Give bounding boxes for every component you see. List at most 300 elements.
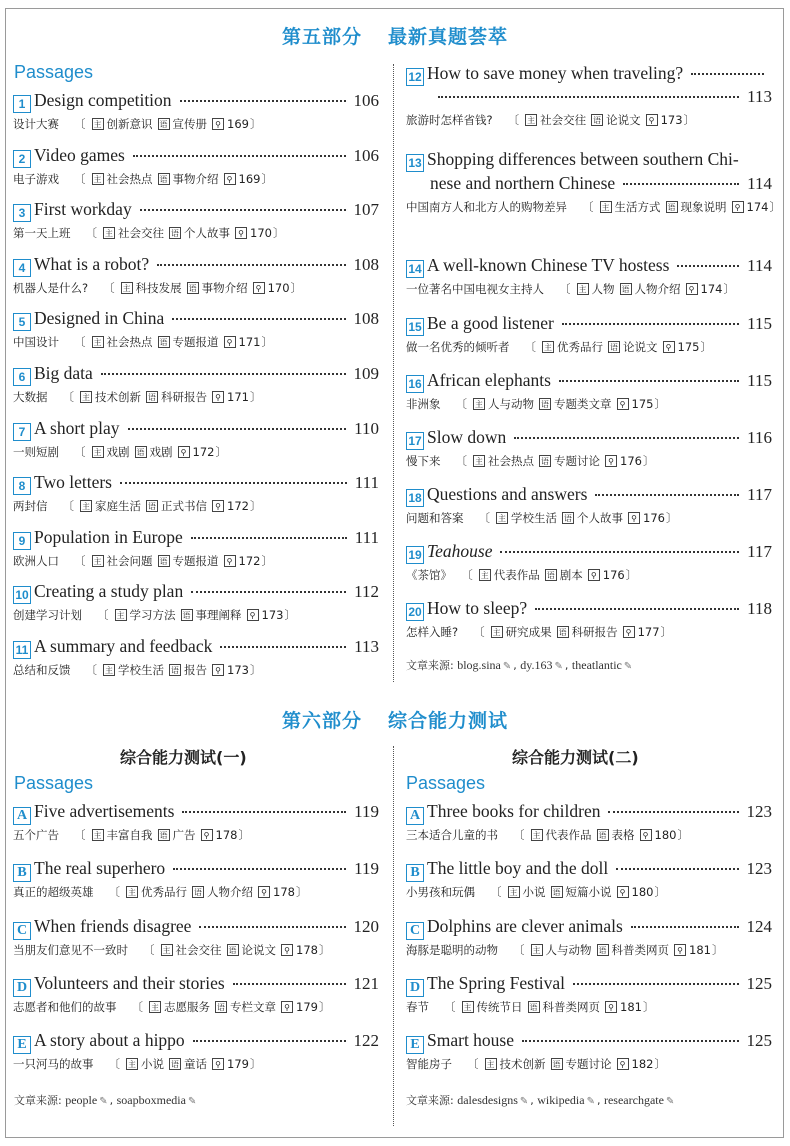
part6-title (0, 706, 790, 733)
source-separator: , (513, 659, 521, 672)
entry-chinese-title: 第一天上班 (13, 226, 71, 241)
toc-entry[interactable] (406, 482, 772, 526)
entry-genre: 剧本 (559, 568, 583, 582)
entry-genre: 事理阐释 (195, 608, 242, 623)
bracket-open: 〔 (108, 885, 120, 900)
entry-number-badge: 2 (13, 150, 31, 168)
toc-entry[interactable] (406, 425, 772, 469)
dot-leader (608, 811, 738, 813)
genre-tag-icon: 语 (182, 611, 191, 621)
toc-entry[interactable] (406, 596, 772, 640)
entry-answer-page: 179 (227, 1057, 249, 1072)
entry-chinese-title: 一只河马的故事 (13, 1057, 94, 1072)
toc-entry[interactable] (13, 143, 379, 187)
part5-title-b: 最新真题荟萃 (388, 26, 509, 48)
bracket-close: 〕 (238, 828, 250, 842)
entry-page-number: 109 (353, 364, 379, 383)
entry-title: Questions and answers (427, 484, 588, 504)
dot-leader (172, 318, 345, 320)
entry-chinese-title: 大数据 (13, 390, 48, 404)
entry-genre: 科研报告 (571, 625, 618, 639)
bracket-close: 〕 (249, 1057, 262, 1072)
source-separator: , (530, 1094, 538, 1107)
entry-chinese-title: 海豚是聪明的动物 (406, 942, 498, 957)
bracket-close: 〕 (642, 999, 655, 1014)
toc-entry[interactable] (13, 1028, 379, 1072)
toc-title-row (13, 914, 379, 939)
entry-chinese-title: 设计大赛 (13, 117, 59, 131)
dot-leader (631, 926, 739, 928)
dot-leader (514, 437, 739, 439)
genre-tag-icon: 语 (558, 628, 567, 637)
bracket-open: 〔 (74, 553, 86, 568)
dot-leader (101, 373, 346, 375)
bracket-close: 〕 (261, 335, 273, 350)
source-site: researchgate (603, 1093, 664, 1107)
entry-chinese-title: 旅游时怎样省钱? (406, 113, 493, 127)
entry-answer-page: 170 (250, 226, 272, 241)
genre-tag-icon: 语 (541, 400, 549, 409)
entry-theme: 学校生活 (511, 511, 557, 525)
entry-theme: 优秀品行 (141, 885, 187, 900)
entry-title: Big data (34, 363, 93, 383)
entry-answer-page: 179 (296, 999, 318, 1014)
toc-entry[interactable] (13, 416, 379, 460)
entry-number-badge: 12 (406, 68, 424, 86)
entry-title: Design competition (34, 90, 172, 110)
genre-tag-icon: 语 (610, 343, 618, 352)
entry-number-badge: D (406, 979, 424, 997)
entry-page-number: 114 (747, 174, 772, 193)
entry-theme: 戏剧 (106, 444, 130, 459)
toc-entry[interactable] (13, 88, 379, 132)
paperclip-icon: ✎ (623, 661, 633, 672)
theme-tag-icon: 主 (544, 343, 552, 352)
toc-title-row (13, 416, 379, 441)
entry-page-number: 116 (747, 428, 772, 447)
entry-number-badge: 19 (406, 546, 424, 564)
entry-answer-page: 180 (654, 828, 677, 842)
entry-number-badge: C (13, 922, 31, 940)
magnifier-icon: ⚲ (646, 114, 658, 126)
bracket-close: 〕 (290, 280, 303, 295)
entry-page-number: 123 (746, 802, 772, 821)
toc-title-row (13, 799, 379, 824)
entry-chinese-title: 两封信 (13, 499, 48, 514)
toc-entry[interactable] (13, 634, 379, 678)
entry-subtitle (13, 999, 379, 1015)
dot-leader (559, 380, 739, 382)
dot-leader (535, 608, 739, 610)
entry-answer-page: 171 (238, 335, 261, 350)
entry-theme: 人与动物 (545, 942, 592, 957)
bracket-close: 〕 (665, 511, 678, 525)
genre-tag-icon: 语 (529, 1002, 538, 1012)
bracket-open: 〔 (507, 113, 520, 127)
bracket-close: 〕 (654, 885, 666, 900)
entry-genre: 科普类网页 (542, 999, 600, 1014)
entry-page-number: 111 (354, 527, 379, 547)
toc-entry[interactable] (13, 856, 379, 900)
entry-answer-page: 174 (700, 282, 723, 296)
entry-chinese-title: 慢下来 (406, 454, 441, 468)
entry-subtitle (406, 510, 772, 526)
dot-leader (562, 323, 739, 325)
entry-subtitle (13, 884, 379, 900)
toc-entry[interactable] (406, 147, 781, 215)
paperclip-icon: ✎ (554, 661, 563, 672)
toc-title-row (406, 253, 772, 278)
bracket-open: 〔 (478, 511, 490, 525)
source-site: dalesdesigns (457, 1093, 518, 1107)
bracket-close: 〕 (249, 499, 262, 514)
entry-page-number: 110 (354, 418, 379, 438)
entry-subtitle (13, 280, 379, 296)
entry-chinese-title: 一位著名中国电视女主持人 (406, 282, 544, 296)
entry-subtitle (406, 112, 772, 128)
toc-entry[interactable] (13, 197, 379, 241)
entry-genre: 论说文 (623, 340, 658, 354)
entry-subtitle (13, 942, 379, 958)
entry-theme: 人与动物 (488, 397, 534, 411)
toc-title-row (13, 252, 379, 277)
bracket-open: 〔 (74, 117, 86, 131)
bracket-close: 〕 (261, 171, 273, 186)
entry-theme: 社会交往 (175, 942, 222, 957)
dot-leader (157, 264, 345, 266)
entry-genre: 专题讨论 (554, 454, 600, 468)
entry-theme: 志愿服务 (164, 999, 210, 1014)
entry-number-badge: A (13, 807, 31, 825)
magnifier-icon: ⚲ (281, 944, 293, 956)
dot-leader (191, 591, 346, 593)
entry-answer-page: 173 (660, 113, 683, 127)
entry-theme: 技术创新 (95, 390, 141, 404)
entry-title: Creating a study plan (34, 581, 184, 602)
theme-tag-icon: 主 (82, 393, 90, 402)
entry-chinese-title: 真正的超级英雄 (13, 885, 94, 900)
magnifier-icon: ⚲ (588, 569, 600, 581)
dot-leader (677, 265, 739, 267)
entry-answer-page: 170 (267, 280, 290, 295)
entry-chinese-title: 非洲象 (406, 397, 441, 411)
toc-title-row (406, 1028, 772, 1053)
part5-divider (393, 64, 394, 682)
entry-genre: 报告 (184, 663, 207, 677)
genre-tag-icon: 语 (188, 283, 197, 293)
entry-genre: 正式书信 (161, 499, 207, 514)
bracket-open: 〔 (467, 1057, 479, 1072)
entry-title: Smart house (427, 1030, 515, 1051)
theme-tag-icon: 主 (82, 502, 90, 512)
magnifier-icon: ⚲ (224, 555, 236, 567)
entry-chinese-title: 中国南方人和北方人的购物差异 (406, 200, 567, 214)
genre-tag-icon: 语 (546, 571, 555, 580)
entry-subtitle (13, 827, 379, 843)
toc-title-row (406, 914, 772, 939)
bracket-close: 〕 (660, 625, 673, 639)
entry-subtitle (13, 553, 379, 569)
entry-chinese-title: 五个广告 (13, 828, 59, 842)
entry-genre: 专题报道 (172, 553, 219, 568)
theme-tag-icon: 主 (532, 945, 541, 955)
entry-subtitle (13, 334, 379, 350)
entry-answer-page: 175 (677, 340, 700, 354)
entry-answer-page: 176 (643, 511, 665, 525)
toc-entry[interactable] (406, 856, 772, 900)
entry-answer-page: 173 (227, 663, 249, 677)
magnifier-icon: ⚲ (212, 391, 224, 403)
entry-answer-page: 172 (192, 444, 215, 459)
entry-subtitle (13, 225, 379, 241)
genre-tag-icon: 语 (159, 556, 168, 566)
entry-number-badge: 13 (406, 154, 424, 172)
entry-genre: 专题讨论 (565, 1057, 612, 1072)
test2-heading: 综合能力测试(二) (512, 748, 639, 767)
entry-theme: 社会交往 (118, 226, 164, 241)
toc-entry[interactable] (13, 525, 379, 569)
entry-title: Five advertisements (34, 801, 175, 821)
entry-title: Two letters (34, 472, 112, 493)
toc-entry[interactable] (406, 914, 772, 958)
genre-tag-icon: 语 (541, 457, 549, 466)
entry-genre: 宣传册 (172, 117, 207, 131)
theme-tag-icon: 主 (105, 666, 113, 675)
entry-theme: 学校生活 (118, 663, 164, 677)
toc-entry[interactable] (406, 368, 772, 412)
magnifier-icon: ⚲ (235, 227, 247, 239)
entry-chinese-title: 创建学习计划 (13, 608, 82, 623)
toc-entry[interactable] (13, 799, 379, 843)
entry-chinese-title: 一则短剧 (13, 444, 59, 459)
bracket-close: 〕 (295, 885, 308, 900)
paperclip-icon: ✎ (665, 1096, 675, 1107)
entry-theme: 小说 (141, 1057, 164, 1072)
source-site: theatlantic (571, 658, 622, 672)
entry-subtitle (13, 444, 379, 460)
entry-number-badge: 4 (13, 259, 31, 277)
entry-answer-page: 176 (620, 454, 642, 468)
entry-theme: 人物 (591, 282, 615, 296)
theme-tag-icon: 主 (151, 1002, 159, 1012)
toc-entry[interactable] (406, 1028, 772, 1072)
entry-answer-page: 174 (746, 200, 769, 214)
entry-subtitle (406, 396, 772, 412)
bracket-close: 〕 (769, 200, 781, 214)
theme-tag-icon: 主 (93, 338, 102, 348)
entry-number-badge: 15 (406, 318, 424, 336)
dot-leader (133, 155, 346, 157)
entry-subtitle (406, 942, 772, 958)
entry-genre: 表格 (611, 828, 635, 842)
entry-page-number: 115 (747, 314, 772, 333)
entry-page-number: 113 (354, 637, 379, 656)
bracket-close: 〕 (683, 113, 696, 127)
entry-title: Video games (34, 144, 125, 165)
source-site: blog.sina (457, 658, 501, 672)
magnifier-icon: ⚲ (212, 1058, 224, 1070)
entry-number-badge: 7 (13, 423, 31, 441)
genre-tag-icon: 语 (194, 888, 202, 898)
magnifier-icon: ⚲ (212, 118, 224, 130)
entry-chinese-title: 《茶馆》 (406, 568, 452, 582)
entry-theme: 生活方式 (614, 200, 661, 214)
bracket-open: 〔 (85, 226, 97, 241)
toc-entry[interactable] (13, 470, 379, 514)
entry-theme: 优秀品行 (557, 340, 603, 354)
toc-title-row (406, 61, 772, 85)
entry-answer-page: 171 (227, 390, 249, 404)
part6-divider (393, 746, 394, 1126)
paperclip-icon: ✎ (586, 1096, 595, 1107)
magnifier-icon: ⚲ (178, 446, 190, 458)
toc-title-row (406, 147, 772, 171)
entry-number-badge: B (13, 864, 31, 882)
bracket-open: 〔 (455, 454, 467, 468)
toc-title-row (406, 368, 772, 393)
theme-tag-icon: 主 (128, 1060, 136, 1070)
source-separator: , (564, 659, 572, 672)
bracket-open: 〔 (74, 828, 86, 842)
theme-tag-icon: 主 (162, 945, 171, 955)
magnifier-icon: ⚲ (212, 500, 224, 512)
magnifier-icon: ⚲ (732, 201, 744, 213)
entry-page-number: 107 (353, 200, 379, 220)
magnifier-icon: ⚲ (605, 455, 617, 467)
entry-subtitle (406, 999, 772, 1015)
dot-leader (128, 428, 347, 430)
entry-theme: 社会热点 (488, 454, 534, 468)
entry-answer-page: 177 (637, 625, 660, 639)
toc-entry[interactable] (13, 579, 379, 623)
theme-tag-icon: 主 (128, 888, 136, 898)
toc-entry[interactable] (13, 361, 379, 405)
bracket-close: 〕 (654, 1057, 666, 1072)
paperclip-icon: ✎ (187, 1096, 197, 1107)
entry-page-number: 120 (353, 916, 379, 936)
entry-theme: 技术创新 (499, 1057, 546, 1072)
genre-tag-icon: 语 (136, 447, 145, 457)
toc-title-row (13, 579, 379, 604)
entry-subtitle (13, 498, 379, 514)
bracket-open: 〔 (74, 171, 86, 186)
theme-tag-icon: 主 (93, 120, 102, 129)
paperclip-icon: ✎ (99, 1096, 108, 1107)
entry-answer-page: 172 (238, 553, 261, 568)
bracket-close: 〕 (215, 444, 227, 459)
entry-subtitle (406, 453, 772, 469)
toc-entry[interactable] (13, 914, 379, 958)
toc-entry[interactable] (13, 252, 379, 296)
genre-tag-icon: 语 (564, 514, 572, 523)
bracket-open: 〔 (74, 335, 86, 350)
bracket-open: 〔 (513, 942, 525, 957)
genre-tag-icon: 语 (159, 174, 168, 184)
dot-leader (199, 926, 345, 928)
entry-number-badge: 18 (406, 489, 424, 507)
theme-tag-icon: 主 (486, 1060, 495, 1070)
toc-entry[interactable] (406, 311, 772, 355)
entry-theme: 研究成果 (505, 625, 552, 639)
bracket-open: 〔 (74, 444, 86, 459)
toc-title-row (406, 856, 772, 881)
entry-genre: 科普类网页 (611, 942, 669, 957)
entry-subtitle (13, 389, 379, 405)
toc-entry[interactable] (406, 971, 772, 1015)
entry-number-badge: 1 (13, 95, 31, 113)
magnifier-icon: ⚲ (617, 398, 629, 410)
entry-genre: 专题报道 (172, 335, 219, 350)
entry-answer-page: 169 (238, 171, 261, 186)
entry-number-badge: 14 (406, 260, 424, 278)
toc-entry[interactable] (406, 253, 772, 297)
dot-leader (191, 537, 347, 539)
bracket-open: 〔 (103, 280, 115, 295)
bracket-close: 〕 (654, 397, 666, 411)
source-site: soapboxmedia (116, 1093, 186, 1107)
entry-title: How to save money when traveling? (427, 63, 684, 83)
entry-answer-page: 173 (261, 608, 284, 623)
theme-tag-icon: 主 (532, 831, 541, 840)
entry-genre: 短篇小说 (565, 885, 612, 900)
source-site: people (65, 1093, 98, 1107)
entry-title: Shopping differences between southern Chi- (427, 149, 739, 169)
entry-subtitle (406, 199, 781, 215)
toc-entry[interactable] (13, 306, 379, 350)
theme-tag-icon: 主 (492, 628, 501, 637)
toc-entry[interactable] (406, 799, 772, 843)
entry-title: Slow down (427, 427, 507, 447)
bracket-open: 〔 (473, 625, 485, 639)
toc-entry[interactable] (406, 539, 772, 583)
entry-chinese-title: 问题和答案 (406, 511, 464, 525)
entry-page-number: 125 (746, 1031, 772, 1051)
bracket-close: 〕 (642, 454, 655, 468)
entry-page-number: 119 (354, 859, 379, 879)
entry-page-number: 124 (746, 916, 772, 936)
toc-title-row (406, 799, 772, 824)
entry-answer-page: 182 (631, 1057, 654, 1072)
source-label: 文章来源: (406, 1094, 454, 1107)
dot-leader (595, 494, 739, 496)
toc-entry[interactable] (13, 971, 379, 1015)
entry-theme: 学习方法 (129, 608, 176, 623)
entry-number-badge: D (13, 979, 31, 997)
toc-title-row (406, 539, 772, 564)
entry-answer-page: 176 (602, 568, 625, 582)
paperclip-icon: ✎ (519, 1096, 529, 1107)
toc-title-row (406, 482, 772, 507)
part6-title-a: 第六部分 (281, 710, 362, 732)
entry-genre: 童话 (184, 1057, 207, 1072)
toc-entry[interactable] (406, 61, 772, 128)
part5-title-a: 第五部分 (281, 26, 362, 48)
dot-leader (500, 551, 739, 553)
entry-genre: 现象说明 (680, 200, 727, 214)
bracket-close: 〕 (700, 340, 712, 354)
genre-tag-icon: 语 (552, 888, 561, 898)
entry-chinese-title: 机器人是什么? (13, 280, 89, 295)
bracket-open: 〔 (582, 200, 594, 214)
entry-title: Teahouse (427, 541, 493, 561)
bracket-close: 〕 (677, 828, 689, 842)
genre-tag-icon: 语 (228, 945, 237, 955)
bracket-open: 〔 (131, 999, 143, 1014)
bracket-open: 〔 (62, 499, 74, 514)
magnifier-icon: ⚲ (253, 282, 265, 294)
entry-theme: 代表作品 (493, 568, 540, 582)
toc-title-row (13, 634, 379, 659)
